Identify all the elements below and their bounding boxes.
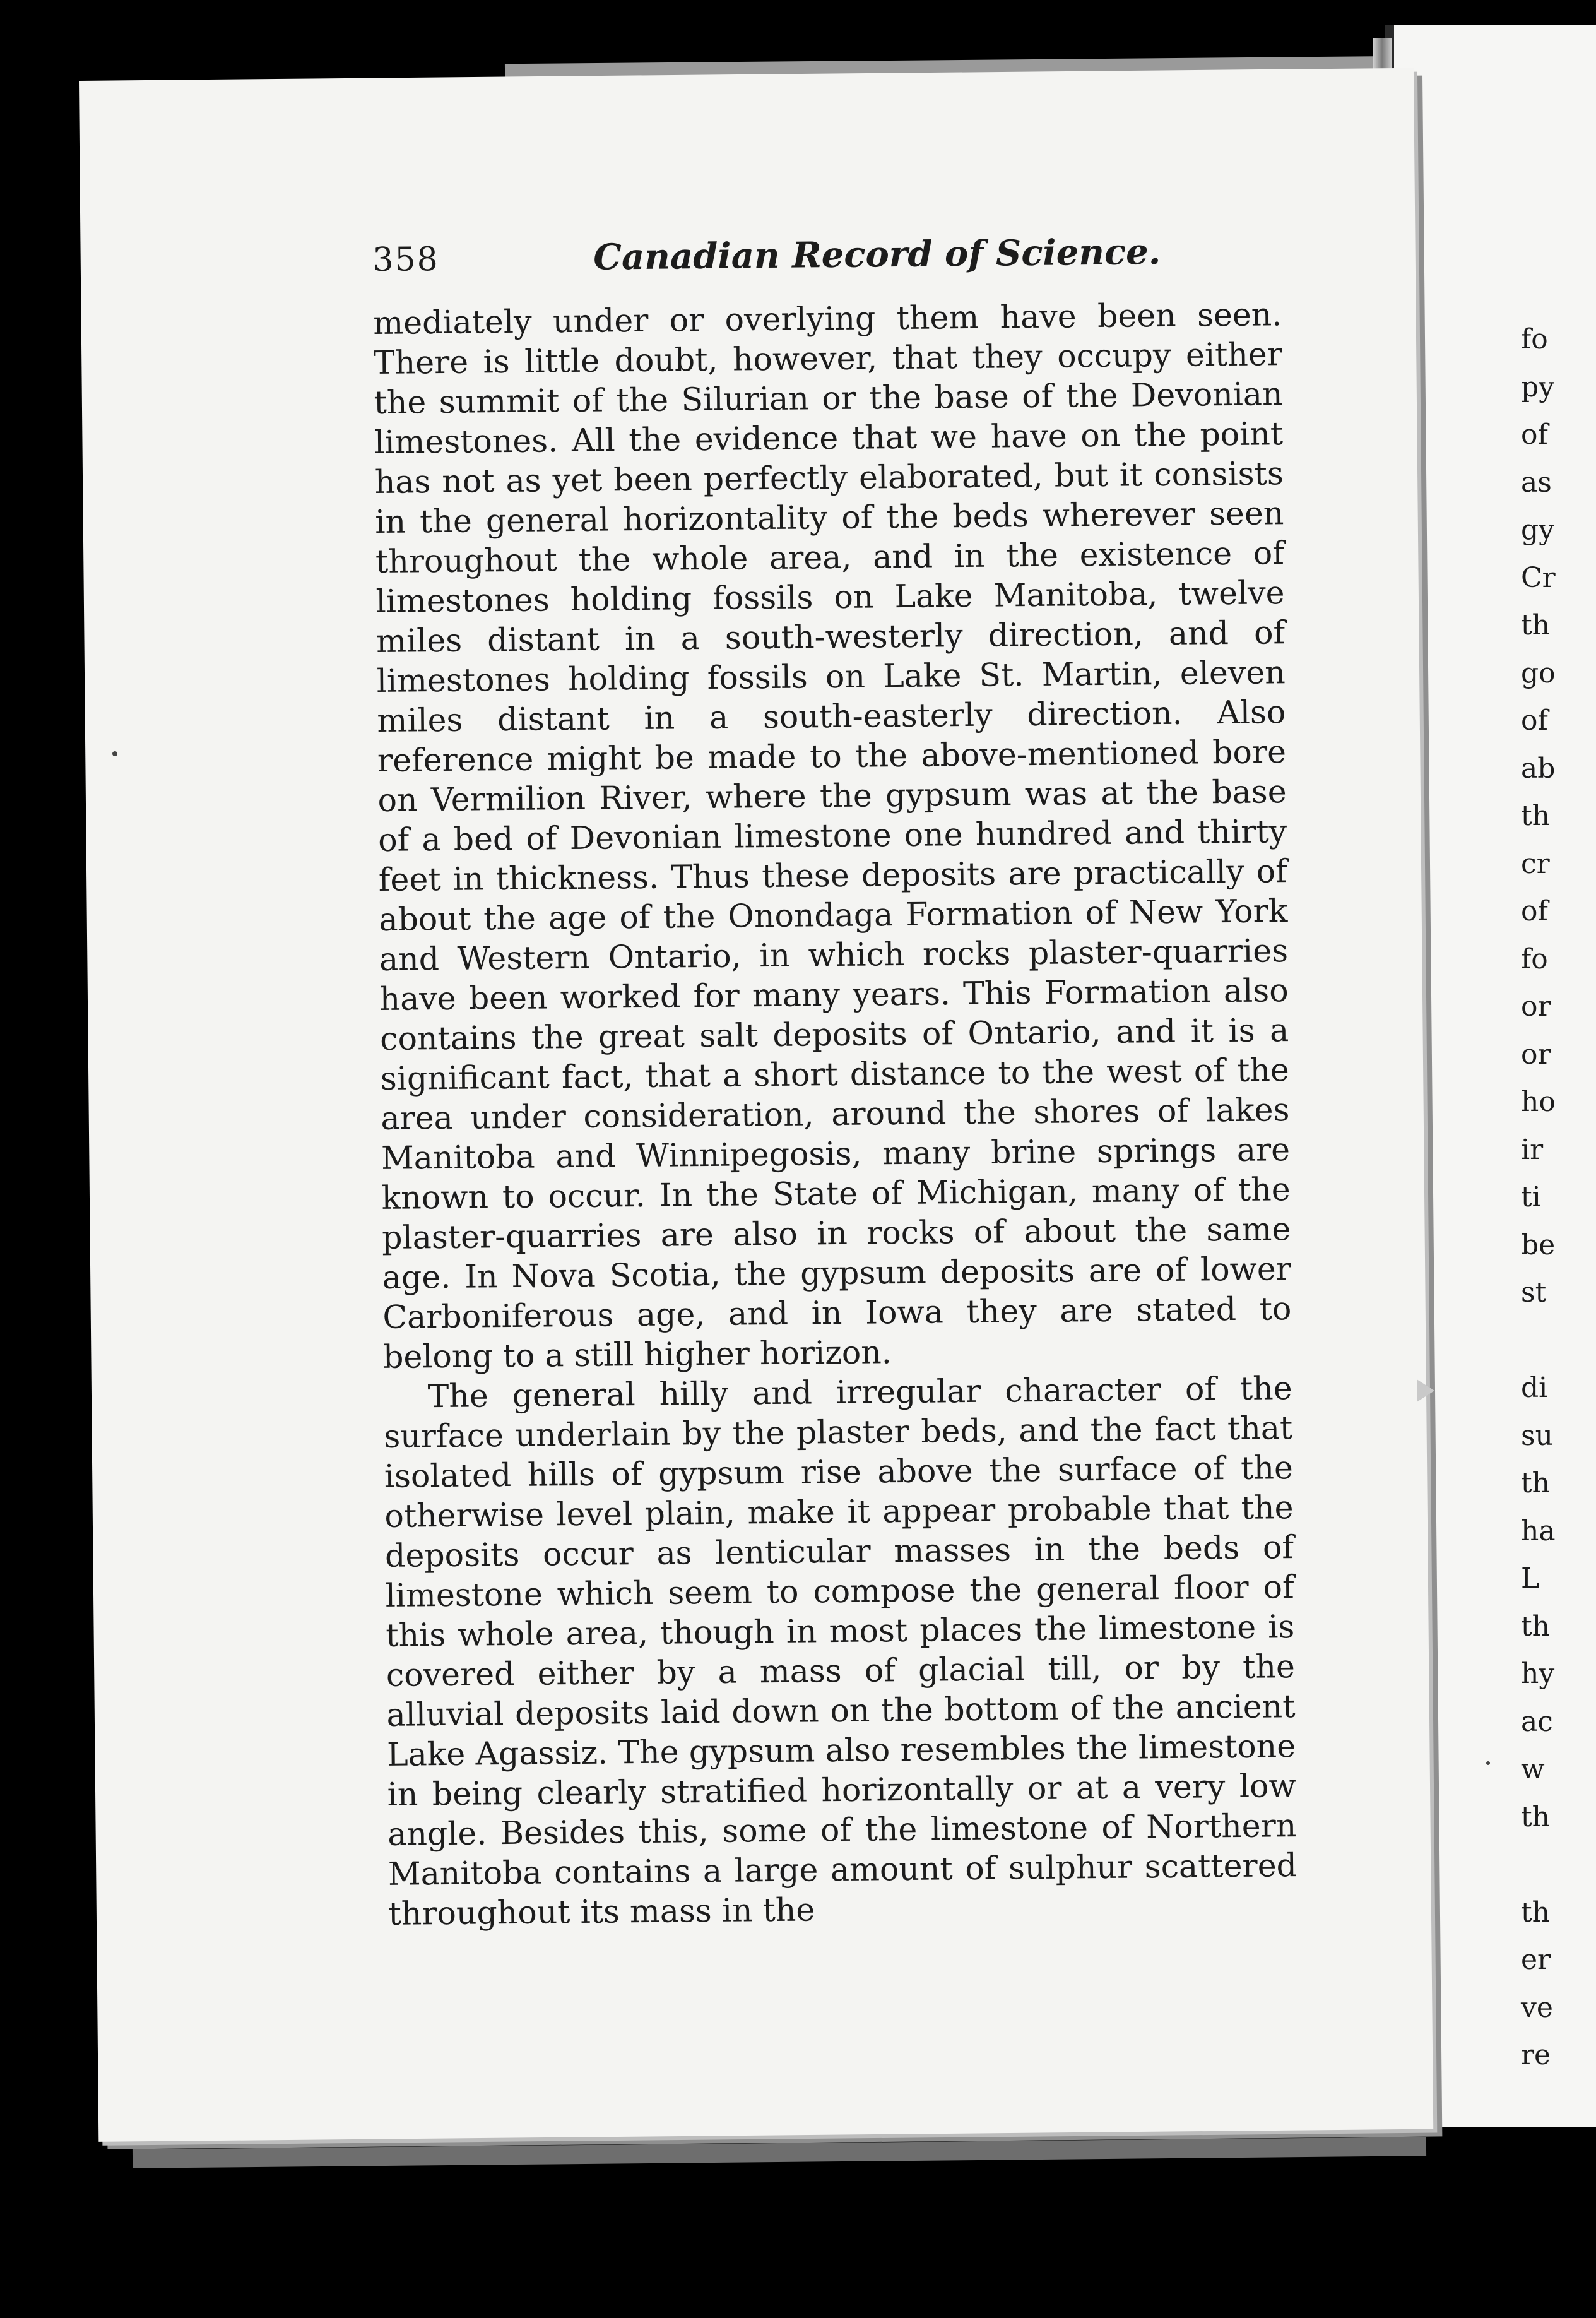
facing-page-fragment: cr <box>1521 847 1550 880</box>
facing-page-fragment: hy <box>1521 1658 1555 1690</box>
facing-page-fragment: er <box>1521 1944 1551 1976</box>
page-header <box>372 225 1282 303</box>
paragraph: mediately under or overlying them have been seen. There is little doubt, however, that they occupy either the summit of the Silurian or the base of the Devonian limestones. All the evidence that we have on the point has not as yet been perfectly elaborated, but it consists in the general horizontality of the beds wherever seen throughout the whole area, and in the existence of limestones holding fossils on Lake Manitoba, twelve miles distant in a south-westerly direction, and of limestones holding fossils on Lake St. Martin, eleven miles distant in a south-easterly direction. Also reference might be made to the above-mentioned bore on Vermilion River, where the gypsum was at the base of a bed of Devonian limestone one hundred and thirty feet in thickness. Thus these deposits are practically of about the age of the Onondaga Formation of New York and Western Ontario, in which rocks plaster-quarries have been worked for many years. This Formation also contains the great salt deposits of Ontario, and it is a significant fact, that a short distance to the west of the area under consideration, around the shores of lakes Manitoba and Winnipegosis, many brine springs are known to occur. In the State of Michigan, many of the plaster-quarries are also in rocks of about the same age. In Nova Scotia, the gypsum deposits are of lower Carboniferous age, and in Iowa they are stated to belong to a still higher horizon. <box>373 295 1292 1376</box>
facing-page-text <box>1521 316 1556 2079</box>
facing-page-fragment: fo <box>1521 323 1548 355</box>
page-number: 358 <box>372 240 439 279</box>
facing-page-fragment: th <box>1521 1800 1551 1833</box>
facing-page-fragment: ir <box>1521 1133 1544 1166</box>
page-tab-mark <box>1417 1379 1434 1402</box>
facing-page-fragment: of <box>1521 895 1548 927</box>
facing-page-fragment: th <box>1521 1896 1551 1929</box>
facing-page-fragment: st <box>1521 1276 1547 1309</box>
facing-page-fragment: or <box>1521 1038 1551 1071</box>
facing-page-fragment: su <box>1521 1419 1553 1452</box>
facing-page-fragment: Cr <box>1521 561 1556 594</box>
facing-page-fragment: py <box>1521 371 1555 403</box>
page-edge-bottom <box>133 2137 1426 2168</box>
facing-page-fragment: ha <box>1521 1514 1556 1547</box>
margin-speck <box>1486 1761 1490 1765</box>
running-title: Canadian Record of Science. <box>593 231 1161 278</box>
paragraph: The general hilly and irregular character of the surface underlain by the plaster beds, and the fact that isolated hills of gypsum rise above the surface of the otherwise level plain, make it appear probable that the deposits occur as lenticular masses in the beds of limestone which seem to compose the general floor of this whole area, though in most places the limestone is covered either by a mass of glacial till, or by the alluvial deposits laid down on the bottom of the ancient Lake Agassiz. The gypsum also resembles the limestone in being clearly stratified horizontally or at a very low angle. Besides this, some of the limestone of Northern Manitoba contains a large amount of sulphur scattered throughout its mass in the <box>384 1369 1297 1932</box>
facing-page-fragment: gy <box>1521 514 1555 546</box>
facing-page-fragment: ho <box>1521 1086 1556 1118</box>
facing-page-fragment: th <box>1521 1610 1551 1643</box>
facing-page-fragment: th <box>1521 800 1551 832</box>
facing-page-fragment: go <box>1521 657 1556 689</box>
facing-page-fragment: as <box>1521 466 1552 499</box>
facing-page-fragment: fo <box>1521 942 1548 975</box>
facing-page-fragment: L <box>1521 1562 1540 1595</box>
facing-page-fragment: th <box>1521 1467 1551 1499</box>
facing-page-fragment: be <box>1521 1228 1556 1261</box>
facing-page-fragment <box>1521 1317 1556 1365</box>
facing-page-fragment: th <box>1521 609 1551 641</box>
facing-page-fragment: re <box>1521 2039 1551 2071</box>
facing-page-fragment: ve <box>1521 1991 1553 2024</box>
page-content <box>372 225 1297 1934</box>
facing-page-fragment: ac <box>1521 1705 1553 1738</box>
facing-page-fragment: of <box>1521 419 1548 451</box>
facing-page-fragment <box>1521 1841 1556 1889</box>
facing-page-fragment: or <box>1521 990 1551 1023</box>
margin-speck <box>112 751 117 756</box>
facing-page-fragment: of <box>1521 704 1548 737</box>
body-text <box>373 294 1297 1934</box>
facing-page-fragment: ti <box>1521 1181 1541 1213</box>
facing-page-fragment: ab <box>1521 752 1556 785</box>
facing-page-fragment: w <box>1521 1753 1545 1785</box>
facing-page-fragment: di <box>1521 1372 1548 1404</box>
